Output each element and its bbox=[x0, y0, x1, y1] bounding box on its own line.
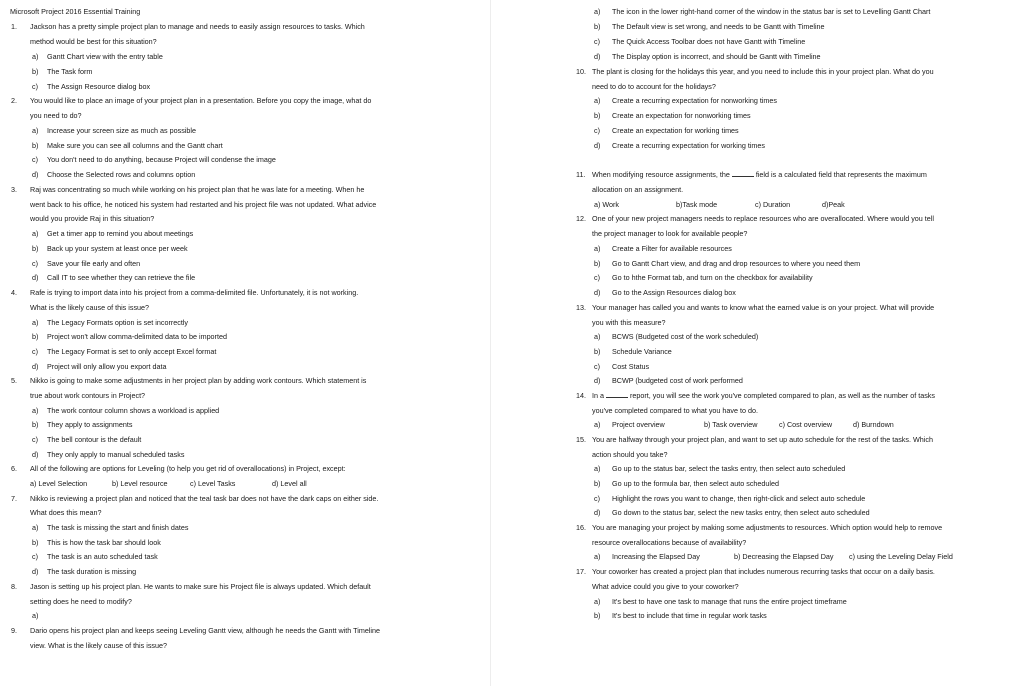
option-text: The Assign Resource dialog box bbox=[47, 82, 151, 91]
option-label: c) bbox=[594, 37, 600, 46]
option-inline: a) Level Selection bbox=[30, 479, 88, 488]
option-text: The task is missing the start and finish dates bbox=[47, 523, 189, 532]
option-label: a) bbox=[32, 126, 39, 135]
option-inline: b)Task mode bbox=[676, 200, 718, 209]
option-label: c) bbox=[32, 435, 38, 444]
option-label: a) bbox=[594, 464, 601, 473]
question-number: 14. bbox=[576, 391, 586, 400]
option-text: Highlight the rows you want to change, then right-click and select auto schedule bbox=[612, 494, 866, 503]
option-label: b) bbox=[32, 332, 39, 341]
option-inline: b) Level resource bbox=[112, 479, 168, 488]
option-inline: d)Peak bbox=[822, 200, 845, 209]
option-label: d) bbox=[32, 170, 39, 179]
option-text: Go down to the status bar, select the new tasks entry, then select auto scheduled bbox=[612, 508, 870, 517]
question-text: You are managing your project by making some adjustments to resources. Which option would help to remove bbox=[592, 523, 943, 532]
option-text: The task duration is missing bbox=[47, 567, 137, 576]
option-text: Go up to the formula bar, then select auto scheduled bbox=[612, 479, 780, 488]
option-text: This is how the task bar should look bbox=[47, 538, 161, 547]
option-label: a) bbox=[594, 420, 601, 429]
question-number: 17. bbox=[576, 567, 586, 576]
option-label: c) bbox=[32, 347, 38, 356]
question-number: 13. bbox=[576, 303, 586, 312]
question-text-end: report, you will see the work you've completed compared to plan, as well as the number of tasks bbox=[630, 391, 935, 400]
option-label: d) bbox=[594, 376, 601, 385]
question-text: view. What is the likely cause of this issue? bbox=[30, 641, 168, 650]
option-text: BCWP (budgeted cost of work performed bbox=[612, 376, 743, 385]
option-label: d) bbox=[594, 508, 601, 517]
option-label: c) bbox=[32, 259, 38, 268]
question-number: 15. bbox=[576, 435, 586, 444]
question-number: 6. bbox=[11, 464, 17, 473]
question-text-start: When modifying resource assignments, the bbox=[592, 170, 730, 179]
option-label: c) bbox=[594, 126, 600, 135]
option-label: c) bbox=[594, 494, 600, 503]
option-label: a) bbox=[594, 332, 601, 341]
question-text: allocation on an assignment. bbox=[592, 185, 684, 194]
question-text: All of the following are options for Leveling (to help you get rid of overallocations) in Project, except: bbox=[30, 464, 346, 473]
question-number: 3. bbox=[11, 185, 17, 194]
option-label: b) bbox=[594, 611, 601, 620]
question-text: resource overallocations because of availability? bbox=[592, 538, 747, 547]
option-inline: b) Decreasing the Elapsed Day bbox=[734, 552, 834, 561]
option-label: a) bbox=[594, 597, 601, 606]
option-text: Increase your screen size as much as possible bbox=[47, 126, 197, 135]
question-number: 4. bbox=[11, 288, 17, 297]
option-inline: d) Level all bbox=[272, 479, 307, 488]
option-text: Call IT to see whether they can retrieve the file bbox=[47, 273, 196, 282]
question-number: 16. bbox=[576, 523, 586, 532]
option-text: The icon in the lower right-hand corner of the window in the status bar is set to Levelling Gantt Chart bbox=[612, 7, 931, 16]
option-label: a) bbox=[32, 52, 39, 61]
question-text: action should you take? bbox=[592, 450, 668, 459]
option-text: The Legacy Formats option is set incorrectly bbox=[47, 318, 189, 327]
question-text: need to do to account for the holidays? bbox=[592, 82, 716, 91]
question-text: Jason is setting up his project plan. He wants to make sure his Project file is always updated. Which default bbox=[30, 582, 371, 591]
option-text: You don't need to do anything, because Project will condense the image bbox=[47, 155, 276, 164]
question-text: One of your new project managers needs to replace resources who are overallocated. Where would you tell bbox=[592, 214, 934, 223]
question-text: method would be best for this situation? bbox=[30, 37, 157, 46]
question-text: Your coworker has created a project plan that includes numerous recurring tasks that occur on a daily basis. bbox=[592, 567, 935, 576]
question-text: What does this mean? bbox=[30, 508, 102, 517]
option-label: d) bbox=[32, 567, 39, 576]
option-text: The Default view is set wrong, and needs to be Gantt with Timeline bbox=[612, 22, 825, 31]
option-text: Gantt Chart view with the entry table bbox=[47, 52, 163, 61]
option-text: The task is an auto scheduled task bbox=[47, 552, 158, 561]
question-number: 5. bbox=[11, 376, 17, 385]
option-inline: c) Duration bbox=[755, 200, 791, 209]
option-label: a) bbox=[594, 244, 601, 253]
option-text: Go to hthe Format tab, and turn on the checkbox for availability bbox=[612, 273, 813, 282]
option-label: b) bbox=[32, 141, 39, 150]
option-inline: c) using the Leveling Delay Field bbox=[849, 552, 953, 561]
option-label: d) bbox=[594, 52, 601, 61]
option-text: BCWS (Budgeted cost of the work scheduled) bbox=[612, 332, 759, 341]
question-text: What advice could you give to your coworker? bbox=[592, 582, 739, 591]
option-label: d) bbox=[594, 141, 601, 150]
option-inline: b) Task overview bbox=[704, 420, 758, 429]
option-text: Create a recurring expectation for working times bbox=[612, 141, 766, 150]
option-text: Increasing the Elapsed Day bbox=[612, 552, 700, 561]
option-label: a) bbox=[32, 611, 39, 620]
option-label: a) bbox=[32, 523, 39, 532]
option-label: a) bbox=[594, 552, 601, 561]
question-text: Rafe is trying to import data into his project from a comma-delimited file. Unfortunately, it is not working. bbox=[30, 288, 359, 297]
option-text: The Display option is incorrect, and should be Gantt with Timeline bbox=[612, 52, 821, 61]
option-label: a) bbox=[32, 406, 39, 415]
option-text: Back up your system at least once per week bbox=[47, 244, 188, 253]
option-text: It's best to include that time in regular work tasks bbox=[612, 611, 767, 620]
question-number: 8. bbox=[11, 582, 17, 591]
right-page bbox=[491, 0, 1024, 686]
option-text: The Legacy Format is set to only accept Excel format bbox=[47, 347, 217, 356]
option-text: Cost Status bbox=[612, 362, 650, 371]
option-label: b) bbox=[594, 347, 601, 356]
answer-blank bbox=[732, 170, 754, 177]
question-text-start: In a bbox=[592, 391, 604, 400]
question-text: you with this measure? bbox=[592, 318, 666, 327]
question-text bbox=[592, 170, 927, 180]
option-inline: c) Cost overview bbox=[779, 420, 833, 429]
option-text: They only apply to manual scheduled tasks bbox=[47, 450, 185, 459]
question-text bbox=[592, 391, 935, 401]
option-label: b) bbox=[594, 111, 601, 120]
left-page bbox=[0, 0, 490, 686]
option-text: Project won't allow comma-delimited data to be imported bbox=[47, 332, 227, 341]
option-label: b) bbox=[594, 479, 601, 488]
question-text: Dario opens his project plan and keeps seeing Leveling Gantt view, although he needs the Gantt with Timeline bbox=[30, 626, 381, 635]
question-number: 9. bbox=[11, 626, 17, 635]
option-inline: d) Burndown bbox=[853, 420, 894, 429]
option-text: It's best to have one task to manage that runs the entire project timeframe bbox=[612, 597, 847, 606]
option-text: The Task form bbox=[47, 67, 93, 76]
question-number: 11. bbox=[576, 170, 586, 179]
option-label: d) bbox=[32, 273, 39, 282]
option-text: Project will only allow you export data bbox=[47, 362, 167, 371]
option-text: Project overview bbox=[612, 420, 665, 429]
question-text: You would like to place an image of your project plan in a presentation. Before you copy the image, what do bbox=[30, 96, 372, 105]
option-label: b) bbox=[32, 420, 39, 429]
document-title: Microsoft Project 2016 Essential Training bbox=[10, 7, 141, 16]
option-text: Get a timer app to remind you about meetings bbox=[47, 229, 194, 238]
option-text: The bell contour is the default bbox=[47, 435, 142, 444]
question-text: You are halfway through your project plan, and want to set up auto schedule for the rest of the tasks. Which bbox=[592, 435, 933, 444]
question-text-end: field is a calculated field that represents the maximum bbox=[755, 170, 927, 179]
question-text: you've completed compared to what you have to do. bbox=[592, 406, 758, 415]
question-text: What is the likely cause of this issue? bbox=[30, 303, 150, 312]
option-label: c) bbox=[594, 273, 600, 282]
option-label: b) bbox=[32, 244, 39, 253]
option-label: c) bbox=[32, 82, 38, 91]
option-text: Go to Gantt Chart view, and drag and drop resources to where you need them bbox=[612, 259, 861, 268]
question-text: Raj was concentrating so much while working on his project plan that he was late for a meeting. When he bbox=[30, 185, 365, 194]
question-text: went back to his office, he noticed his system had restarted and his project file was not updated. What advice bbox=[30, 200, 377, 209]
option-label: b) bbox=[32, 67, 39, 76]
question-text: true about work contours in Project? bbox=[30, 391, 146, 400]
option-text: They apply to assignments bbox=[47, 420, 133, 429]
option-text: Create an expectation for nonworking times bbox=[612, 111, 751, 120]
option-text: Save your file early and often bbox=[47, 259, 141, 268]
question-text: Nikko is reviewing a project plan and noticed that the teal task bar does not have the dark caps on either side. bbox=[30, 494, 379, 503]
answer-blank bbox=[606, 391, 628, 398]
question-text: The plant is closing for the holidays this year, and you need to include this in your project plan. What do you bbox=[592, 67, 934, 76]
option-label: b) bbox=[594, 259, 601, 268]
option-label: c) bbox=[32, 155, 38, 164]
question-number: 12. bbox=[576, 214, 586, 223]
option-text: The work contour column shows a workload is applied bbox=[47, 406, 220, 415]
question-text: Jackson has a pretty simple project plan to manage and needs to easily assign resources to tasks. Which bbox=[30, 22, 365, 31]
question-text: Your manager has called you and wants to know what the earned value is on your project. What will provide bbox=[592, 303, 935, 312]
option-label: a) bbox=[594, 96, 601, 105]
question-number: 7. bbox=[11, 494, 17, 503]
option-label: b) bbox=[32, 538, 39, 547]
option-label: a) bbox=[594, 7, 601, 16]
question-text: setting does he need to modify? bbox=[30, 597, 132, 606]
option-inline: c) Level Tasks bbox=[190, 479, 236, 488]
question-text: would you provide Raj in this situation? bbox=[30, 214, 155, 223]
option-text: Go up to the status bar, select the tasks entry, then select auto scheduled bbox=[612, 464, 846, 473]
option-text: Make sure you can see all columns and the Gantt chart bbox=[47, 141, 223, 150]
option-text: Go to the Assign Resources dialog box bbox=[612, 288, 736, 297]
option-text: Create a recurring expectation for nonworking times bbox=[612, 96, 777, 105]
option-label: c) bbox=[594, 362, 600, 371]
option-label: d) bbox=[32, 450, 39, 459]
option-text: The Quick Access Toolbar does not have Gantt with Timeline bbox=[612, 37, 806, 46]
option-text: Create a Filter for available resources bbox=[612, 244, 732, 253]
option-label: a) bbox=[32, 229, 39, 238]
option-inline: a) Work bbox=[594, 200, 620, 209]
question-text: the project manager to look for available people? bbox=[592, 229, 748, 238]
question-number: 2. bbox=[11, 96, 17, 105]
option-text: Choose the Selected rows and columns option bbox=[47, 170, 196, 179]
option-text: Schedule Variance bbox=[612, 347, 672, 356]
question-text: you need to do? bbox=[30, 111, 82, 120]
option-label: c) bbox=[32, 552, 38, 561]
question-number: 10. bbox=[576, 67, 586, 76]
option-label: a) bbox=[32, 318, 39, 327]
question-number: 1. bbox=[11, 22, 17, 31]
option-label: d) bbox=[32, 362, 39, 371]
question-text: Nikko is going to make some adjustments in her project plan by adding work contours. Which statement is bbox=[30, 376, 367, 385]
option-label: d) bbox=[594, 288, 601, 297]
option-text: Create an expectation for working times bbox=[612, 126, 739, 135]
option-label: b) bbox=[594, 22, 601, 31]
